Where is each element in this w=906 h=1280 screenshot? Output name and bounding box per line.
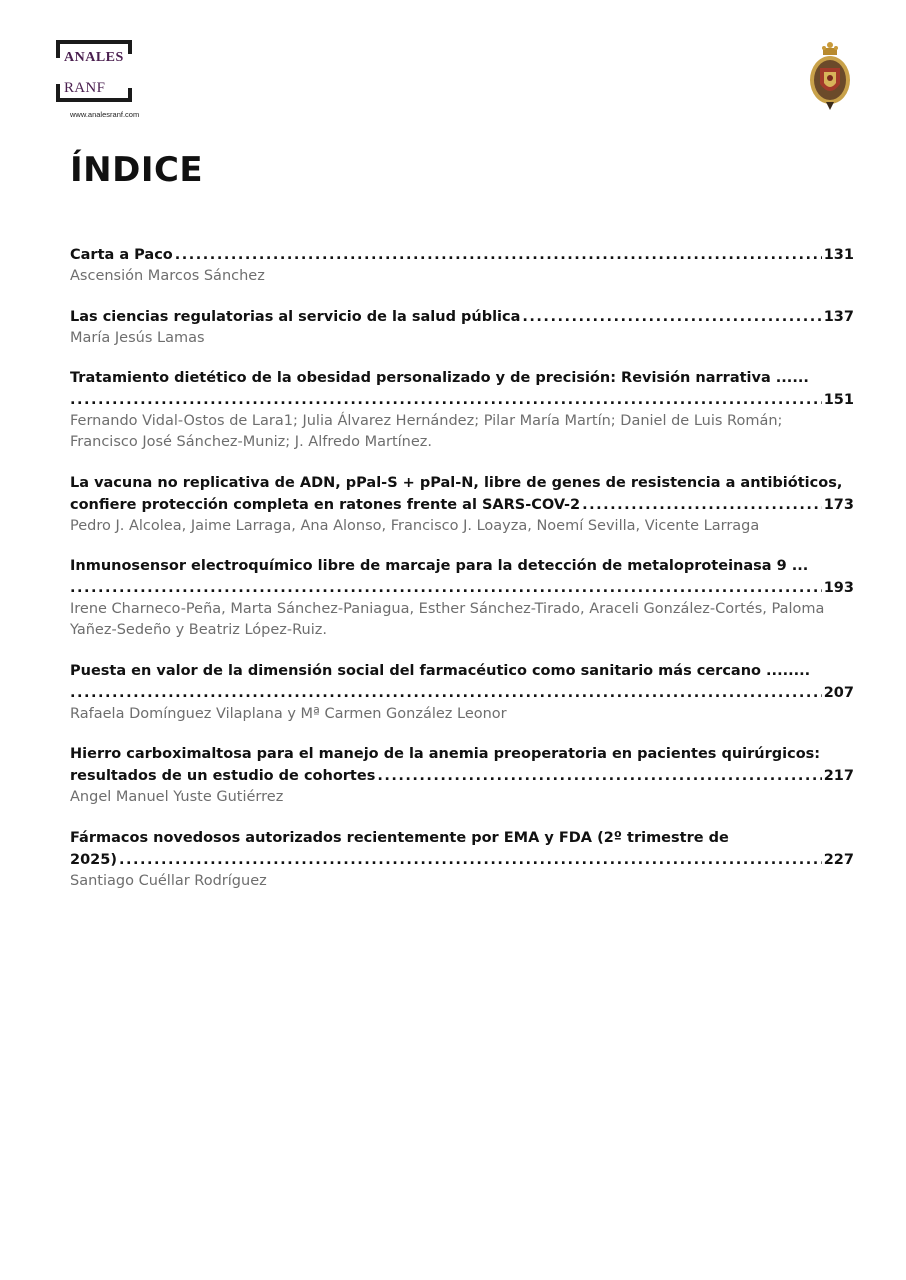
toc-entry[interactable] (70, 367, 854, 453)
dot-leader (582, 494, 822, 516)
page-number: 217 (823, 768, 854, 784)
toc-entry-authors: Pedro J. Alcolea, Jaime Larraga, Ana Alonso, Francisco J. Loayza, Noemí Sevilla, Vicente Larraga (70, 517, 760, 534)
toc-entry[interactable] (70, 472, 854, 537)
table-of-contents (70, 244, 854, 910)
toc-entry-authors: María Jesús Lamas (70, 329, 205, 346)
page-number: 151 (823, 392, 854, 408)
page-number: 137 (823, 308, 854, 325)
toc-entry-title (70, 472, 854, 516)
logo-url: www.analesranf.com (70, 110, 140, 119)
entry-title-text-line1: La vacuna no replicativa de ADN, pPal-S + pPal-N, libre de genes de resistencia a antibióticos, (70, 474, 843, 491)
logo-bracket-bottom-left (56, 84, 60, 102)
logo-bracket-bottom-right (128, 88, 132, 102)
toc-entry-authors: Irene Charneco-Peña, Marta Sánchez-Paniagua, Esther Sánchez-Tirado, Araceli González-Cortés, Paloma Yañez-Sedeño y Beatriz López-Ruiz. (70, 601, 825, 638)
entry-title-text-line2: confiere protección completa en ratones frente al SARS-COV-2 (70, 496, 581, 513)
toc-entry-title (70, 827, 854, 871)
toc-entry[interactable] (70, 306, 854, 349)
toc-entry-title (70, 244, 854, 266)
page-title: ÍNDICE (70, 150, 204, 190)
page-number: 173 (823, 496, 854, 513)
toc-entry[interactable] (70, 244, 854, 287)
dot-leader (70, 389, 822, 411)
logo-anales-text: ANALES (64, 50, 124, 65)
logo-bracket-top-left (56, 40, 60, 58)
logo-bracket-bottom (56, 98, 132, 102)
entry-title-text-line2: 2025) (70, 851, 117, 868)
toc-entry[interactable] (70, 660, 854, 725)
toc-entry-authors: Rafaela Domínguez Vilaplana y Mª Carmen González Leonor (70, 705, 507, 722)
toc-entry-title (70, 367, 854, 411)
entry-title-text: Carta a Paco (70, 247, 173, 263)
entry-title-text-line2: resultados de un estudio de cohortes (70, 768, 376, 784)
dot-leader (175, 244, 822, 266)
toc-entry-authors: Santiago Cuéllar Rodríguez (70, 872, 267, 889)
toc-entry[interactable] (70, 827, 854, 892)
toc-entry-title (70, 660, 854, 704)
entry-title-text: Las ciencias regulatorias al servicio de la salud pública (70, 308, 521, 325)
dot-leader (522, 306, 821, 328)
academy-seal-icon (808, 40, 852, 114)
dot-leader (119, 849, 822, 871)
toc-entry-authors: Angel Manuel Yuste Gutiérrez (70, 789, 284, 805)
page-number: 193 (823, 580, 854, 596)
page-number: 227 (823, 851, 854, 868)
toc-entry-title (70, 743, 854, 787)
toc-entry[interactable] (70, 555, 854, 641)
dot-leader (70, 577, 822, 599)
page-number: 207 (823, 684, 854, 701)
logo-bracket-top-right (128, 40, 132, 54)
toc-entry-authors: Fernando Vidal-Ostos de Lara1; Julia Álvarez Hernández; Pilar María Martín; Daniel de Luis Román; Francisco José Sánchez-Muniz; J. Alfredo Martínez. (70, 413, 783, 450)
entry-title-text: Puesta en valor de la dimensión social del farmacéutico como sanitario más cercano ........ (70, 662, 811, 679)
entry-title-text-line1: Fármacos novedosos autorizados recientemente por EMA y FDA (2º trimestre de (70, 829, 729, 846)
entry-title-text: Inmunosensor electroquímico libre de marcaje para la detección de metaloproteinasa 9 ... (70, 558, 809, 574)
entry-title-text: Tratamiento dietético de la obesidad personalizado y de precisión: Revisión narrativa ...... (70, 370, 809, 386)
dot-leader (377, 765, 821, 787)
dot-leader (70, 682, 822, 704)
toc-entry[interactable] (70, 743, 854, 808)
toc-entry-authors: Ascensión Marcos Sánchez (70, 268, 265, 284)
journal-logo (56, 40, 176, 122)
toc-entry-title (70, 555, 854, 599)
logo-ranf-text: RANF (64, 80, 106, 96)
page-number: 131 (823, 247, 854, 263)
logo-bracket-top (56, 40, 132, 44)
entry-title-text-line1: Hierro carboximaltosa para el manejo de la anemia preoperatoria en pacientes quirúrgicos: (70, 746, 821, 762)
toc-entry-title (70, 306, 854, 328)
